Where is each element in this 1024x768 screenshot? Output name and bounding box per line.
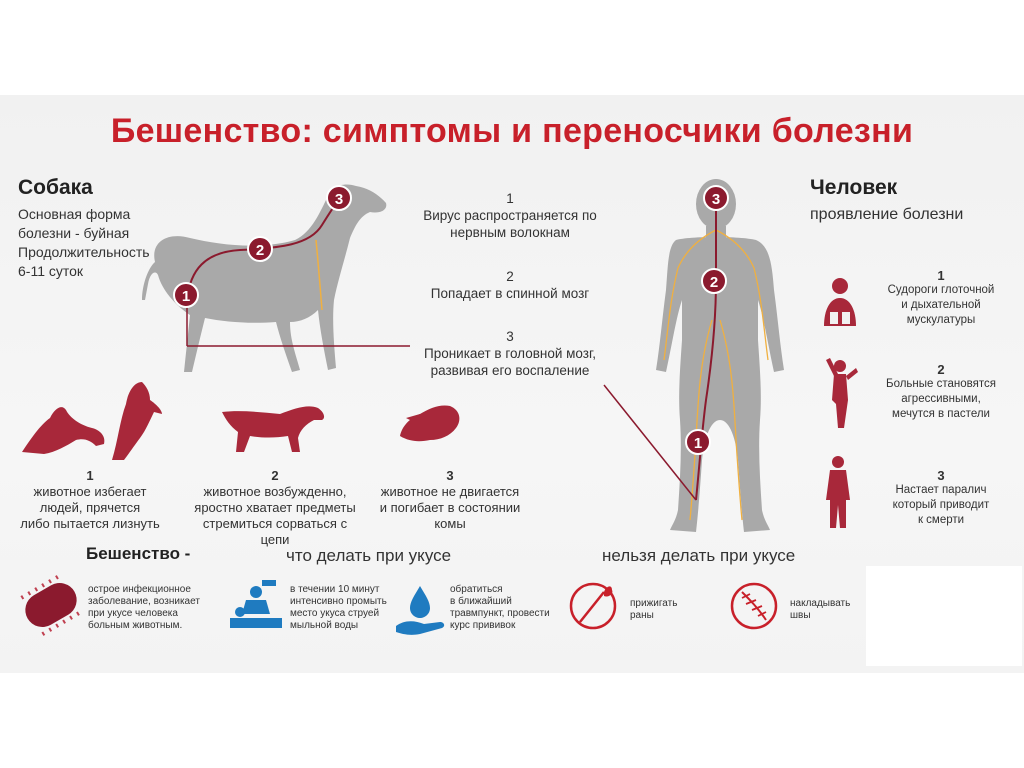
dog-heading: Собака — [18, 176, 93, 199]
todo-line: мыльной воды — [290, 620, 359, 631]
human-subheading: проявление болезни — [810, 206, 964, 223]
dog-desc-line: Продолжительность — [18, 244, 150, 260]
todo-line: курс прививок — [450, 620, 516, 631]
dog-stage-line: и погибает в состоянии — [379, 500, 521, 515]
dog-stage-line: стремиться сорваться с цепи — [202, 516, 348, 547]
human-marker-3-label: 3 — [711, 191, 721, 208]
human-marker-1-label: 1 — [693, 435, 703, 452]
path-step-line: Проникает в головной мозг, — [424, 346, 596, 361]
dog-stage-line: либо пытается лизнуть — [20, 516, 160, 531]
dont-label: нельзя делать при укусе — [602, 546, 796, 565]
dog-marker-2-label: 2 — [255, 242, 265, 259]
dog-stage-line: яростно хватает предметы — [194, 500, 356, 515]
todo-label: что делать при укусе — [286, 546, 452, 565]
todo-line: в течении 10 минут — [290, 584, 380, 595]
no-cauterize-icon — [571, 584, 615, 628]
dog-stage-line: животное возбужденно, — [203, 484, 347, 499]
dog-marker-1-label: 1 — [181, 288, 191, 305]
dog-stage-line: людей, прячется — [39, 500, 141, 515]
washing-wound-icon — [230, 580, 282, 628]
path-step-line: развивая его воспаление — [430, 363, 590, 378]
dont-item-2 — [790, 598, 870, 622]
blank-panel — [866, 566, 1022, 666]
todo-item-1 — [290, 584, 396, 632]
human-symptom-num: 1 — [937, 268, 945, 283]
dont-item-1 — [630, 598, 710, 622]
definition-line: острое инфекционное — [88, 584, 191, 595]
path-step-num: 3 — [506, 329, 514, 344]
path-step-line: нервным волокнам — [450, 225, 570, 240]
todo-line: интенсивно промыть — [290, 596, 387, 607]
path-step-num: 1 — [506, 191, 514, 206]
definition-line: больным животным. — [88, 620, 183, 631]
dog-stage-line: комы — [434, 516, 466, 531]
drop-hand-icon — [396, 586, 444, 635]
virus-icon — [19, 576, 83, 636]
human-symptom-line: к смерти — [917, 514, 965, 526]
todo-line: в ближайший — [450, 596, 512, 607]
dog-desc-line: 6-11 суток — [18, 263, 84, 279]
dog-desc-line: болезни - буйная — [18, 225, 130, 241]
dont-line: прижигать — [630, 598, 678, 609]
dont-line: швы — [790, 610, 811, 621]
human-symptom-num: 2 — [937, 362, 945, 377]
todo-item-2 — [450, 584, 560, 632]
definition-line: при укусе человека — [88, 608, 178, 619]
rabies-label: Бешенство - — [86, 544, 191, 563]
dog-desc-line: Основная форма — [18, 206, 131, 222]
dog-stage-line: животное избегает — [33, 484, 147, 499]
human-heading: Человек — [810, 176, 898, 199]
todo-line: место укуса струей — [290, 608, 380, 619]
dog-stage-line: животное не двигается — [380, 484, 520, 499]
dog-stage-num: 2 — [271, 468, 279, 483]
todo-line: обратиться — [450, 584, 503, 595]
human-symptom-line: Настает паралич — [895, 484, 987, 496]
path-step-line: Вирус распространяется по — [423, 208, 597, 223]
path-step-num: 2 — [506, 269, 514, 284]
human-symptom-line: Больные становятся — [886, 378, 996, 390]
dont-line: раны — [630, 610, 654, 621]
human-symptom-line: агрессивными, — [901, 393, 981, 405]
human-symptom-line: и дыхательной — [901, 299, 981, 311]
dog-marker-3-label: 3 — [334, 191, 344, 208]
human-symptom-line: мечутся в пастели — [892, 408, 990, 420]
human-symptom-line: мускулатуры — [906, 314, 976, 326]
human-marker-2-label: 2 — [709, 274, 719, 291]
no-stitches-icon — [732, 584, 776, 628]
dont-line: накладывать — [790, 598, 851, 609]
human-symptom-line: который приводит — [892, 499, 990, 511]
definition-line: заболевание, возникает — [88, 596, 200, 607]
human-symptom-num: 3 — [937, 468, 945, 483]
todo-line: травмпункт, провести — [450, 608, 550, 619]
rabies-definition — [88, 584, 206, 632]
dog-stage-num: 1 — [86, 468, 94, 483]
path-step-line: Попадает в спинной мозг — [430, 286, 590, 301]
dog-stage-num: 3 — [446, 468, 454, 483]
human-symptom-line: Судороги глоточной — [887, 284, 995, 296]
page-title: Бешенство: симптомы и переносчики болезни — [110, 112, 914, 150]
